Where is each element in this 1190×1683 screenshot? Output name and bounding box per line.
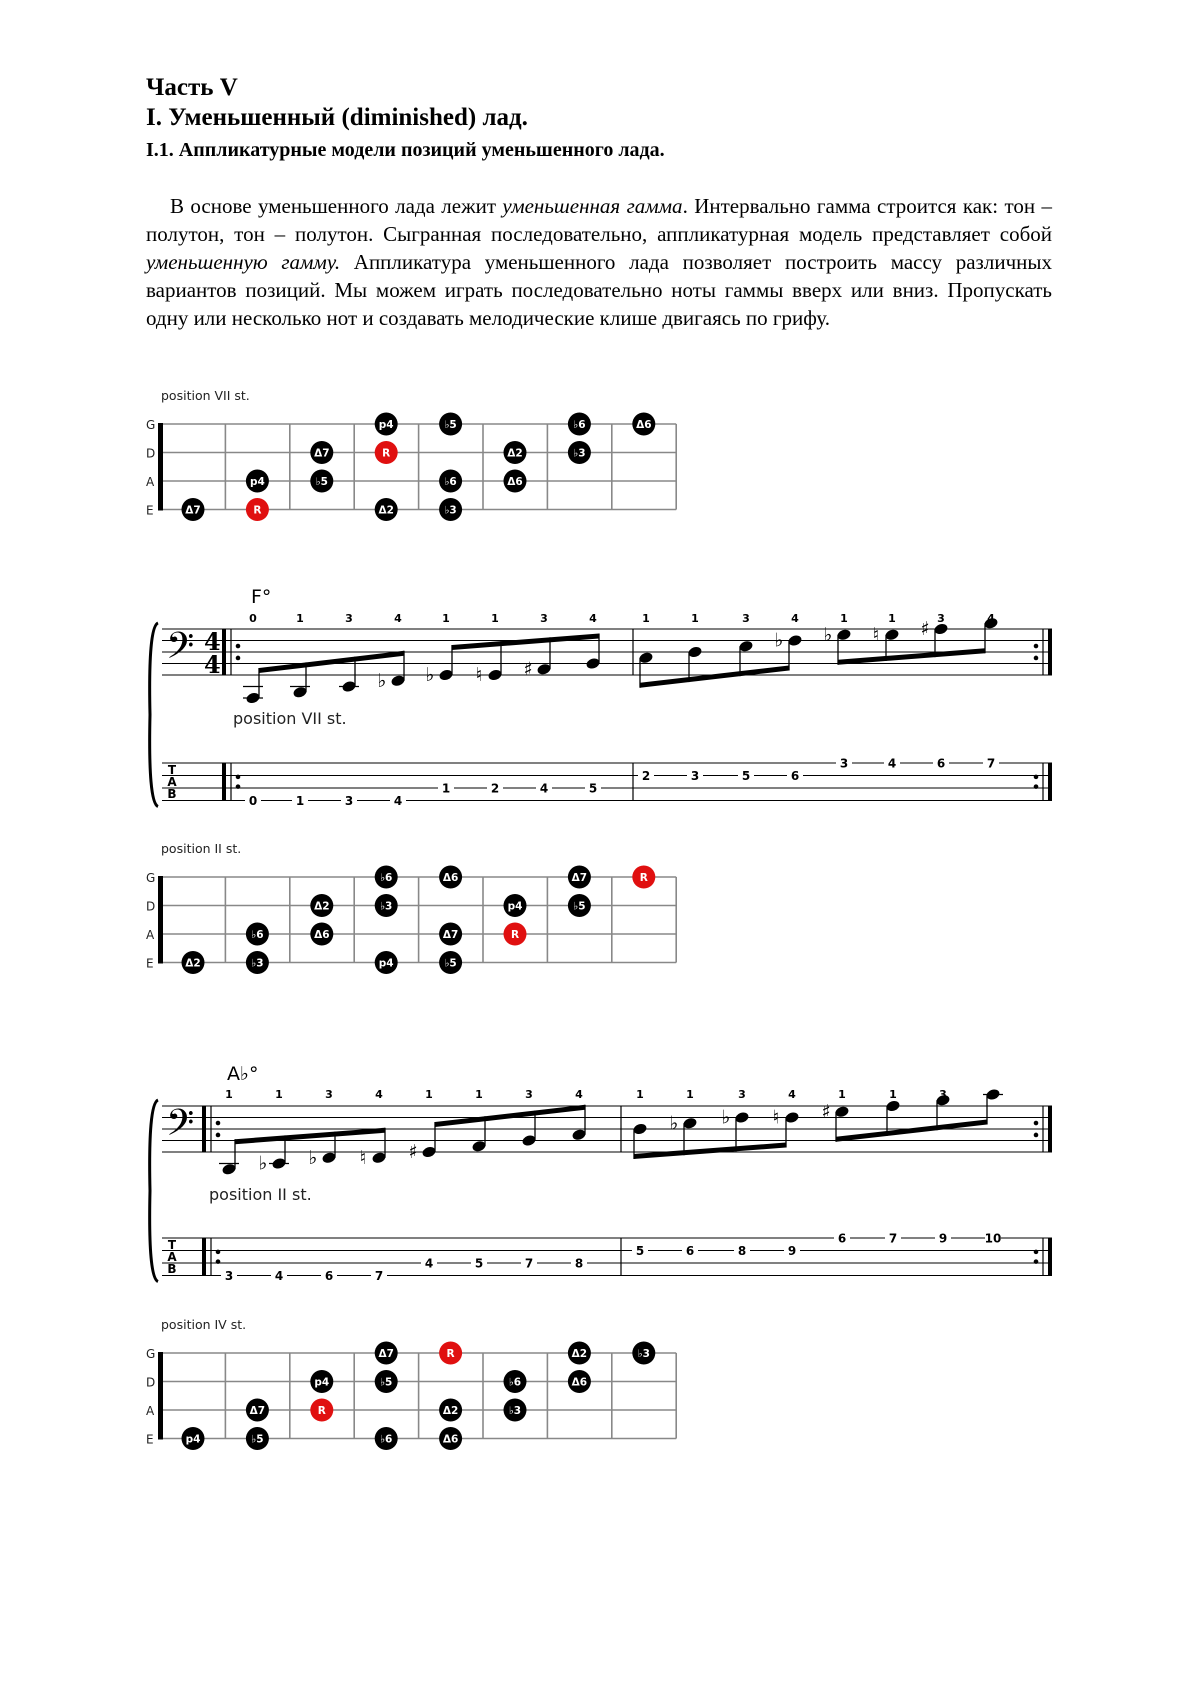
note-degree-label: Δ6 — [636, 419, 652, 431]
scale-note-dot — [182, 1427, 205, 1450]
repeat-thick-bar — [222, 629, 226, 675]
position-label: position II st. — [209, 1185, 312, 1204]
score-system — [150, 586, 1052, 808]
repeat-dot — [1034, 784, 1039, 789]
tab-clef-letter: B — [167, 1262, 177, 1276]
scale-note-dot — [632, 1342, 655, 1365]
note-degree-label: ♭3 — [251, 957, 264, 970]
root-note-dot — [246, 498, 269, 521]
system-brace — [150, 1100, 158, 1282]
scale-note-dot — [182, 951, 205, 974]
note-degree-label: Δ6 — [442, 872, 459, 884]
time-signature-bottom: 4 — [204, 650, 221, 679]
beam — [235, 1128, 385, 1145]
note-degree-label: ♭5 — [380, 1376, 393, 1389]
part-title: Часть V — [146, 74, 238, 101]
scale-note-dot — [504, 1370, 527, 1393]
repeat-dot — [216, 1250, 221, 1255]
note-degree-label: R — [510, 929, 520, 941]
fingering-number: 1 — [275, 1088, 283, 1101]
diagram-title: position VII st. — [161, 388, 250, 403]
note — [632, 1088, 648, 1258]
note-degree-label: Δ7 — [314, 447, 330, 460]
note-degree-label: R — [446, 1348, 455, 1360]
note-degree-label: ♭5 — [444, 419, 457, 431]
string-name: A — [146, 928, 155, 942]
repeat-dot — [216, 1133, 221, 1138]
note — [738, 612, 754, 783]
fretboard-diagram — [146, 1317, 676, 1450]
accidental: ♯ — [821, 1100, 831, 1123]
string-name: E — [146, 956, 154, 971]
scale-note-dot — [182, 498, 205, 521]
scale-note-dot — [310, 470, 333, 493]
root-note-dot — [310, 1399, 333, 1422]
tab-fret-number: 1 — [441, 781, 451, 796]
string-name: G — [146, 418, 156, 432]
note-degree-label: Δ2 — [314, 900, 330, 913]
fingering-number: 1 — [838, 1088, 846, 1101]
fingering-number: 3 — [345, 612, 353, 625]
accidental: ♯ — [408, 1141, 418, 1163]
fingering-number: 4 — [788, 1088, 796, 1101]
scale-note-dot — [439, 951, 462, 974]
nut — [158, 1352, 163, 1440]
bass-clef-icon: 𝄢 — [166, 1102, 195, 1153]
note-degree-label: ♭6 — [380, 1433, 393, 1446]
tab-fret-number: 8 — [574, 1256, 584, 1271]
position-label: position VII st. — [233, 709, 347, 728]
accidental: ♭ — [669, 1112, 679, 1135]
scale-note-dot — [504, 894, 527, 917]
fingering-number: 1 — [686, 1088, 694, 1101]
tab-fret-number: 6 — [936, 756, 946, 771]
scale-note-dot — [246, 1427, 269, 1450]
string-name: E — [146, 1432, 154, 1447]
tab-fret-number: 2 — [641, 769, 651, 783]
tab-fret-number: 5 — [741, 769, 751, 783]
diagram-title: position II st. — [161, 841, 242, 856]
scale-note-dot — [246, 1399, 269, 1422]
fingering-number: 1 — [636, 1088, 644, 1101]
fingering-number: 1 — [442, 612, 450, 625]
fretboard-diagram — [146, 841, 676, 974]
scale-note-dot — [246, 951, 269, 974]
repeat-dot — [236, 656, 241, 661]
chord-symbol: A♭° — [227, 1063, 259, 1085]
note-degree-label: ♭5 — [444, 957, 457, 970]
scale-note-dot — [504, 1399, 527, 1422]
time-signature-top: 4 — [204, 627, 221, 656]
note-degree-label: R — [382, 447, 391, 460]
note — [687, 612, 703, 783]
note — [408, 1088, 437, 1271]
scale-note-dot — [246, 470, 269, 493]
nut — [158, 876, 163, 964]
fretboard-diagram — [146, 388, 676, 521]
fingering-number: 3 — [525, 1088, 533, 1101]
tab-fret-number: 6 — [685, 1244, 695, 1258]
tab-fret-number: 9 — [938, 1231, 948, 1246]
fingering-number: 4 — [791, 612, 799, 625]
note-degree-label: Δ2 — [507, 447, 523, 460]
note-degree-label: ♭6 — [508, 1376, 522, 1389]
note-degree-label: ♭3 — [444, 504, 457, 517]
scale-note-dot — [439, 470, 462, 493]
fingering-number: 1 — [491, 612, 499, 625]
scale-note-dot — [310, 1370, 333, 1393]
note-degree-label: p4 — [507, 900, 523, 913]
note — [378, 612, 406, 808]
tab-fret-number: 7 — [524, 1256, 534, 1271]
beam — [435, 1105, 585, 1127]
string-name: D — [146, 899, 156, 914]
note — [476, 612, 503, 796]
tab-fret-number: 5 — [588, 781, 598, 796]
accidental: ♭ — [721, 1106, 731, 1129]
repeat-dot — [1034, 1259, 1039, 1264]
note — [670, 1088, 698, 1258]
tab-fret-number: 4 — [424, 1256, 434, 1271]
tab-fret-number: 9 — [787, 1244, 797, 1258]
tab-fret-number: 4 — [539, 781, 549, 796]
repeat-thick-bar — [1048, 629, 1052, 675]
scale-note-dot — [310, 441, 333, 464]
scale-note-dot — [568, 894, 591, 917]
accidental: ♮ — [475, 664, 483, 686]
repeat-dot — [1034, 1133, 1039, 1138]
accidental: ♭ — [258, 1152, 268, 1175]
accidental: ♮ — [872, 623, 880, 646]
fingering-number: 1 — [642, 612, 650, 625]
note-degree-label: Δ6 — [571, 1376, 588, 1389]
scale-note-dot — [568, 1342, 591, 1365]
scale-note-dot — [375, 498, 398, 521]
scale-note-dot — [375, 413, 398, 436]
chapter-title: I. Уменьшенный (diminished) лад. — [146, 104, 528, 131]
tab-fret-number: 8 — [737, 1244, 747, 1258]
scale-note-dot — [439, 498, 462, 521]
fingering-number: 4 — [575, 1088, 583, 1101]
scale-note-dot — [504, 441, 527, 464]
note — [722, 1088, 750, 1258]
fingering-number: 1 — [425, 1088, 433, 1101]
fingering-number: 1 — [888, 612, 896, 625]
repeat-dot — [1034, 1121, 1039, 1126]
tab-fret-number: 3 — [839, 756, 849, 771]
repeat-dot — [1034, 644, 1039, 649]
tab-fret-number: 5 — [635, 1244, 645, 1258]
fingering-number: 3 — [540, 612, 548, 625]
accidental: ♭ — [308, 1146, 318, 1169]
repeat-thick-bar — [202, 1106, 206, 1152]
note-degree-label: Δ2 — [571, 1348, 588, 1360]
note-degree-label: ♭3 — [573, 447, 586, 460]
intro-text-3: Аппликатура уменьшенного лада позволяет построить массу различных вариантов позиций. Мы можем играть последовательно ноты гаммы вверх или вниз. Пропускать одну или несколько нот и создавать мелодические клише двигаясь по грифу. — [146, 250, 1052, 330]
repeat-dot — [1034, 775, 1039, 780]
note-degree-label: p4 — [378, 419, 394, 431]
note-degree-label: Δ7 — [442, 929, 459, 941]
intro-emphasis-1: уменьшенная гамма — [502, 194, 683, 218]
note-degree-label: ♭3 — [508, 1405, 522, 1417]
note-degree-label: ♭6 — [251, 929, 264, 941]
scale-note-dot — [310, 894, 333, 917]
scale-note-dot — [504, 470, 527, 493]
string-name: A — [146, 475, 155, 489]
tab-clef-letter: A — [167, 1250, 177, 1264]
system-brace — [150, 623, 158, 807]
repeat-thick-bar — [1048, 1106, 1052, 1152]
tab-clef-letter: T — [167, 1238, 177, 1252]
note-degree-label: Δ6 — [507, 476, 523, 488]
fingering-number: 4 — [394, 612, 402, 625]
note-degree-label: ♭6 — [573, 419, 586, 431]
note — [638, 612, 654, 783]
note-degree-label: R — [253, 504, 262, 517]
fingering-number: 4 — [989, 1088, 997, 1101]
fingering-number: 0 — [249, 612, 257, 625]
note-degree-label: Δ2 — [378, 504, 394, 517]
tab-fret-number: 4 — [393, 794, 403, 808]
note-degree-label: p4 — [185, 1433, 201, 1446]
note-degree-label: Δ6 — [442, 1433, 459, 1446]
scale-note-dot — [568, 866, 591, 889]
accidental: ♭ — [823, 623, 833, 646]
tab-clef-letter: A — [167, 775, 177, 789]
note-degree-label: p4 — [378, 957, 394, 970]
fingering-number: 3 — [937, 612, 945, 625]
string-name: D — [146, 1375, 156, 1390]
accidental: ♯ — [523, 658, 533, 681]
intro-emphasis-2: уменьшенную гамму. — [146, 250, 341, 274]
tab-fret-number: 3 — [224, 1269, 234, 1283]
fingering-number: 4 — [375, 1088, 383, 1101]
note — [983, 1088, 1003, 1246]
scale-note-dot — [375, 1342, 398, 1365]
tab-fret-number: 4 — [887, 756, 897, 771]
string-name: G — [146, 871, 156, 885]
fingering-number: 1 — [691, 612, 699, 625]
accidental: ♭ — [774, 629, 784, 652]
tab-clef-letter: B — [167, 787, 177, 801]
string-name: A — [146, 1404, 155, 1418]
fingering-number: 3 — [325, 1088, 333, 1101]
section-title: I.1. Аппликатурные модели позиций уменьшенного лада. — [146, 139, 665, 161]
tab-clef-letter: T — [167, 763, 177, 777]
accidental: ♭ — [425, 664, 435, 686]
intro-text-2: . Интервально гамма строится как: тон – полутон, тон – полутон. Сыгранная последовательно, аппликатурная модель представляет собой — [146, 194, 1052, 246]
tab-fret-number: 7 — [374, 1269, 384, 1283]
tab-fret-number: 6 — [837, 1231, 847, 1246]
note-degree-label: p4 — [314, 1376, 330, 1389]
scale-note-dot — [439, 413, 462, 436]
chord-symbol: F° — [251, 586, 272, 608]
scale-note-dot — [375, 1370, 398, 1393]
note-degree-label: R — [317, 1405, 326, 1417]
scale-note-dot — [568, 1370, 591, 1393]
tab-fret-number: 1 — [295, 794, 305, 808]
fingering-number: 1 — [225, 1088, 233, 1101]
note — [471, 1088, 487, 1271]
accidental: ♭ — [377, 669, 387, 692]
note-degree-label: ♭3 — [380, 900, 393, 913]
tab-fret-number: 6 — [790, 769, 800, 783]
scale-note-dot — [310, 923, 333, 946]
repeat-thick-bar — [222, 763, 226, 801]
tab-fret-number: 10 — [984, 1231, 1002, 1246]
note-degree-label: R — [639, 872, 648, 884]
note-degree-label: p4 — [249, 476, 265, 488]
repeat-dot — [216, 1259, 221, 1264]
note — [426, 612, 454, 796]
nut — [158, 423, 163, 511]
fingering-number: 1 — [475, 1088, 483, 1101]
beam — [452, 634, 599, 651]
fingering-number: 3 — [742, 612, 750, 625]
note-degree-label: Δ7 — [571, 872, 588, 884]
accidental: ♯ — [920, 618, 930, 640]
note-degree-label: Δ7 — [185, 504, 201, 517]
fingering-number: 1 — [296, 612, 304, 625]
tab-fret-number: 2 — [490, 781, 500, 796]
tab-fret-number: 7 — [888, 1231, 898, 1246]
note — [775, 612, 803, 783]
fingering-number: 3 — [939, 1088, 947, 1101]
root-note-dot — [439, 1342, 462, 1365]
scale-note-dot — [568, 413, 591, 436]
note — [773, 1088, 800, 1258]
note-degree-label: ♭6 — [444, 476, 457, 488]
note-degree-label: Δ7 — [249, 1405, 266, 1417]
scale-note-dot — [632, 413, 655, 436]
root-note-dot — [375, 441, 398, 464]
beam — [634, 1143, 786, 1160]
note-degree-label: Δ2 — [442, 1405, 459, 1417]
note-degree-label: ♭5 — [315, 476, 328, 488]
repeat-dot — [236, 644, 241, 649]
note-degree-label: ♭6 — [380, 872, 393, 884]
repeat-thick-bar — [202, 1238, 206, 1276]
tab-fret-number: 3 — [690, 769, 700, 783]
repeat-dot — [1034, 1250, 1039, 1255]
bass-clef-icon: 𝄢 — [166, 625, 195, 676]
string-name: E — [146, 503, 154, 518]
scale-note-dot — [439, 923, 462, 946]
scale-note-dot — [439, 866, 462, 889]
repeat-dot — [1034, 656, 1039, 661]
repeat-dot — [236, 775, 241, 780]
beam — [836, 1120, 987, 1142]
repeat-dot — [236, 784, 241, 789]
diagram-title: position IV st. — [161, 1317, 247, 1332]
accidental: ♮ — [359, 1146, 367, 1169]
score-system — [150, 1063, 1052, 1283]
tab-fret-number: 7 — [986, 756, 996, 771]
beam — [838, 648, 985, 665]
repeat-thick-bar — [1048, 763, 1052, 801]
beam — [640, 666, 789, 688]
root-note-dot — [632, 866, 655, 889]
note-degree-label: ♭3 — [637, 1348, 650, 1360]
root-note-dot — [504, 923, 527, 946]
fingering-number: 1 — [889, 1088, 897, 1101]
tab-fret-number: 4 — [274, 1269, 284, 1283]
scale-note-dot — [568, 441, 591, 464]
scale-note-dot — [375, 1427, 398, 1450]
string-name: G — [146, 1347, 156, 1361]
intro-text-1: В основе уменьшенного лада лежит — [170, 194, 503, 218]
note-degree-label: Δ2 — [185, 957, 201, 970]
scale-note-dot — [439, 1427, 462, 1450]
accidental: ♮ — [772, 1106, 780, 1129]
tab-fret-number: 3 — [344, 794, 354, 808]
tab-fret-number: 5 — [474, 1256, 484, 1271]
fingering-number: 3 — [738, 1088, 746, 1101]
repeat-thick-bar — [1048, 1238, 1052, 1276]
fingering-number: 4 — [589, 612, 597, 625]
scale-note-dot — [375, 866, 398, 889]
note-degree-label: ♭5 — [251, 1433, 264, 1446]
scale-note-dot — [439, 1399, 462, 1422]
note-degree-label: ♭5 — [573, 900, 586, 913]
repeat-dot — [216, 1121, 221, 1126]
note — [821, 1088, 850, 1246]
string-name: D — [146, 446, 156, 461]
tab-fret-number: 0 — [248, 794, 258, 808]
fingering-number: 1 — [840, 612, 848, 625]
note-degree-label: Δ7 — [378, 1348, 394, 1360]
fingering-number: 4 — [987, 612, 995, 625]
tab-fret-number: 6 — [324, 1269, 334, 1283]
scale-note-dot — [375, 894, 398, 917]
note-degree-label: Δ6 — [314, 929, 330, 941]
scale-note-dot — [246, 923, 269, 946]
scale-note-dot — [375, 951, 398, 974]
